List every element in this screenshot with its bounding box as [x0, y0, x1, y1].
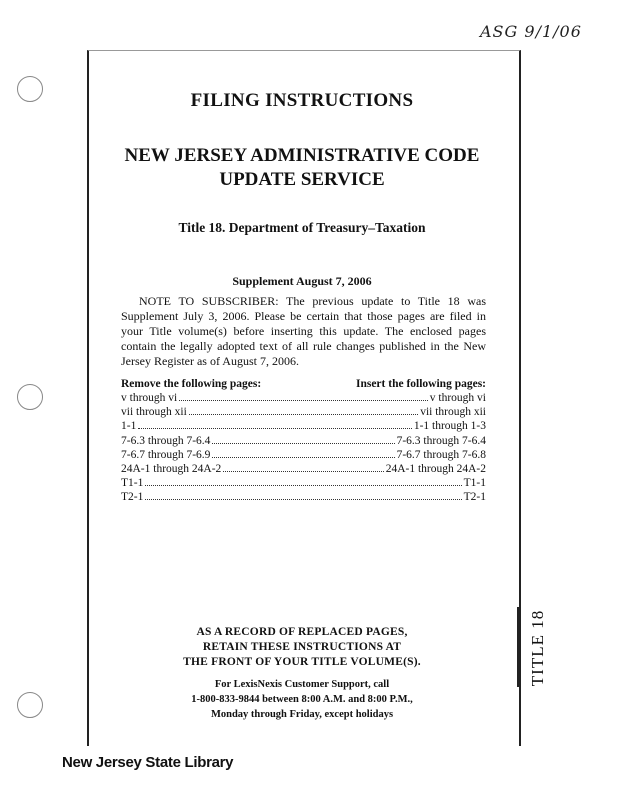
page-title: FILING INSTRUCTIONS [190, 90, 414, 111]
remove-header: Remove the following pages: [121, 378, 262, 390]
side-tab-label: TITLE 18 [528, 609, 548, 687]
customer-support [88, 677, 516, 722]
remove-pages: 24A-1 through 24A-2 [121, 463, 222, 476]
insert-pages: vii through xii [420, 406, 486, 419]
dot-leader [138, 428, 411, 429]
insert-pages: T1-1 [463, 477, 486, 490]
retain-line-1: AS A RECORD OF REPLACED PAGES, [196, 626, 408, 638]
code-title [88, 144, 516, 192]
support-hours-line: Monday through Friday, except holidays [210, 709, 394, 720]
page-row [121, 476, 486, 490]
dot-leader [223, 471, 383, 472]
binder-hole-bottom [17, 692, 43, 718]
code-title-line-2: UPDATE SERVICE [219, 169, 385, 190]
support-line-1: For LexisNexis Customer Support, call [214, 679, 390, 690]
page-row [121, 391, 486, 405]
title-heading: Title 18. Department of Treasury–Taxation [178, 220, 426, 235]
code-title-line-1: NEW JERSEY ADMINISTRATIVE CODE [124, 145, 480, 166]
remove-pages: vii through xii [121, 406, 187, 419]
page-row [121, 490, 486, 504]
insert-pages: 7-6.7 through 7-6.8 [396, 448, 486, 461]
side-tab-label-box [523, 609, 553, 687]
dot-leader [212, 443, 394, 444]
support-phone-line: 1-800-833-9844 between 8:00 A.M. and 8:00 P.M., [191, 694, 413, 705]
insert-pages: T2-1 [463, 491, 486, 504]
dot-leader [212, 457, 394, 458]
remove-pages: 1-1 [121, 420, 137, 433]
insert-header: Insert the following pages: [355, 378, 486, 390]
page-table-header [121, 377, 486, 391]
supplement-date: Supplement August 7, 2006 [232, 274, 372, 288]
remove-pages: T1-1 [121, 477, 144, 490]
library-stamp: New Jersey State Library [62, 754, 234, 771]
remove-pages: 7-6.3 through 7-6.4 [121, 434, 211, 447]
retain-instructions [88, 625, 516, 670]
insert-pages: 1-1 through 1-3 [413, 420, 486, 433]
retain-line-3: THE FRONT OF YOUR TITLE VOLUME(S). [183, 656, 421, 668]
insert-pages: 24A-1 through 24A-2 [385, 463, 486, 476]
handwritten-date-note: ASG 9/1/06 [480, 22, 582, 41]
insert-pages: v through vi [429, 392, 486, 404]
page-row [121, 462, 486, 476]
dot-leader [179, 400, 428, 401]
page-row [121, 434, 486, 448]
dot-leader [145, 499, 461, 500]
retain-line-2: RETAIN THESE INSTRUCTIONS AT [202, 641, 402, 653]
dot-leader [189, 414, 418, 415]
page-row [121, 405, 486, 419]
remove-pages: v through vi [121, 392, 178, 404]
page-row [121, 448, 486, 462]
insert-pages: 7-6.3 through 7-6.4 [396, 434, 486, 447]
page-instructions-table [121, 377, 486, 505]
page-row [121, 419, 486, 433]
remove-pages: T2-1 [121, 491, 144, 504]
remove-pages: 7-6.7 through 7-6.9 [121, 448, 211, 461]
subscriber-note: NOTE TO SUBSCRIBER: The previous update to Title 18 was Supplement July 3, 2006. Please be certain that those pages are filed in your Title volume(s) before inserting this update. The enclosed pages contain the legally adopted text of all rule changes published in the New Jersey Register as of August 7, 2006. [121, 294, 486, 368]
binder-hole-middle [17, 384, 43, 410]
binder-hole-top [17, 76, 43, 102]
dot-leader [145, 485, 461, 486]
